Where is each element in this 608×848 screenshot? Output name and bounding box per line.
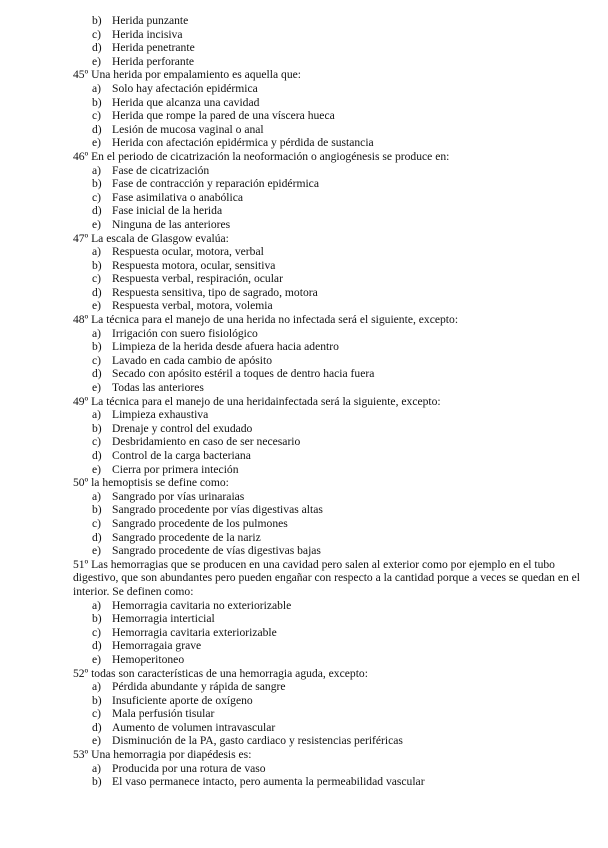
question-text: 45º Una herida por empalamiento es aquella que: (73, 68, 301, 82)
question-text: 52º todas son características de una hemorragia aguda, excepto: (73, 666, 368, 680)
answer-option (0, 340, 608, 354)
answer-option (0, 204, 608, 218)
option-letter: e) (92, 299, 102, 313)
question-text: 46º En el periodo de cicatrización la neoformación o angiogénesis se produce en: (73, 149, 450, 163)
answer-option (0, 327, 608, 341)
answer-option (0, 14, 608, 28)
question-text: 51º Las hemorragias que se producen en una cavidad pero salen al exterior como por ejemplo en el tubo digestivo, que son abundantes pero pueden engañar con respecto a la cantidad porque a veces se quedan en el interior. Se definen como: (73, 557, 581, 598)
answer-option (0, 259, 608, 273)
option-text: Respuesta sensitiva, tipo de sagrado, motora (112, 285, 318, 299)
option-letter: d) (92, 41, 102, 55)
option-letter: b) (92, 693, 102, 707)
option-text: Hemorragia interticial (112, 612, 215, 626)
option-letter: d) (92, 204, 102, 218)
option-letter: e) (92, 381, 102, 395)
option-text: Herida que alcanza una cavidad (112, 95, 260, 109)
option-letter: d) (92, 122, 102, 136)
answer-option (0, 28, 608, 42)
option-text: Irrigación con suero fisiológico (112, 326, 258, 340)
option-text: Hemorragia cavitaria exteriorizable (112, 625, 277, 639)
option-text: Ninguna de las anteriores (112, 217, 231, 231)
option-text: Sangrado procedente por vías digestivas altas (112, 503, 323, 517)
option-text: Insuficiente aporte de oxígeno (112, 693, 253, 707)
answer-option (0, 639, 608, 653)
option-letter: a) (92, 245, 102, 259)
option-text: Herida perforante (112, 54, 195, 68)
answer-option (0, 367, 608, 381)
option-letter: c) (92, 353, 102, 367)
option-letter: d) (92, 367, 102, 381)
option-letter: a) (92, 598, 102, 612)
option-text: Mala perfusión tisular (112, 707, 215, 721)
option-letter: d) (92, 639, 102, 653)
option-letter: e) (92, 462, 102, 476)
option-letter: b) (92, 14, 102, 27)
answer-option (0, 299, 608, 313)
answer-option (0, 653, 608, 667)
answer-option (0, 626, 608, 640)
option-text: Producida por una rotura de vaso (112, 761, 266, 775)
option-letter: e) (92, 652, 102, 666)
answer-option (0, 354, 608, 368)
answer-option (0, 82, 608, 96)
option-letter: a) (92, 81, 102, 95)
answer-option (0, 680, 608, 694)
answer-option (0, 694, 608, 708)
option-letter: c) (92, 707, 102, 721)
answer-option (0, 531, 608, 545)
option-text: Fase inicial de la herida (112, 204, 223, 218)
option-text: Herida con afectación epidérmica y pérdida de sustancia (112, 136, 374, 150)
answer-option (0, 381, 608, 395)
option-text: Hemorragaia grave (112, 639, 202, 653)
answer-option (0, 177, 608, 191)
option-letter: c) (92, 27, 102, 41)
option-text: Aumento de volumen intravascular (112, 720, 276, 734)
question-text: 50º la hemoptisis se define como: (73, 476, 229, 490)
option-letter: b) (92, 503, 102, 517)
answer-option (0, 612, 608, 626)
option-text: Respuesta verbal, motora, volemia (112, 299, 273, 313)
option-letter: c) (92, 109, 102, 123)
option-letter: b) (92, 177, 102, 191)
option-text: Herida incisiva (112, 27, 183, 41)
answer-option (0, 775, 608, 789)
option-text: Fase asimilativa o anabólica (112, 190, 244, 204)
option-text: Sangrado procedente de vías digestivas bajas (112, 544, 321, 558)
option-text: Fase de contracción y reparación epidérmica (112, 177, 319, 191)
option-text: El vaso permanece intacto, pero aumenta la permeabilidad vascular (112, 775, 425, 789)
option-text: Desbridamiento en caso de ser necesario (112, 435, 301, 449)
option-letter: c) (92, 516, 102, 530)
option-text: Solo hay afectación epidérmica (112, 81, 258, 95)
option-letter: d) (92, 720, 102, 734)
answer-option (0, 109, 608, 123)
answer-option (0, 55, 608, 69)
answer-option (0, 503, 608, 517)
option-letter: d) (92, 449, 102, 462)
answer-option (0, 408, 608, 422)
option-letter: c) (92, 272, 102, 286)
option-text: Herida que rompe la pared de una víscera hueca (112, 109, 335, 123)
option-text: Hemoperitoneo (112, 652, 185, 666)
option-text: Hemorragia cavitaria no exteriorizable (112, 598, 292, 612)
option-text: Respuesta ocular, motora, verbal (112, 245, 264, 259)
option-text: Sangrado procedente de los pulmones (112, 516, 288, 530)
answer-option (0, 191, 608, 205)
answer-option (0, 435, 608, 449)
option-letter: b) (92, 340, 102, 354)
option-text: Drenaje y control del exudado (112, 421, 253, 435)
option-text: Limpieza exhaustiva (112, 408, 209, 422)
option-letter: d) (92, 530, 102, 544)
option-text: Limpieza de la herida desde afuera hacia adentro (112, 340, 339, 354)
option-letter: e) (92, 136, 102, 150)
answer-option (0, 422, 608, 436)
option-text: Sangrado por vías urinaraias (112, 489, 245, 503)
option-letter: e) (92, 734, 102, 748)
option-text: Todas las anteriores (112, 381, 204, 395)
option-text: Lavado en cada cambio de apósito (112, 353, 272, 367)
answer-option (0, 599, 608, 613)
option-text: Control de la carga bacteriana (112, 449, 251, 462)
option-text: Lesión de mucosa vaginal o anal (112, 122, 264, 136)
question-text: 49º La técnica para el manejo de una heridainfectada será la siguiente, excepto: (73, 394, 441, 408)
answer-option (0, 762, 608, 776)
answer-option (0, 517, 608, 531)
option-letter: b) (92, 421, 102, 435)
document-page (0, 14, 608, 789)
option-letter: c) (92, 435, 102, 449)
question-text: 47º La escala de Glasgow evalúa: (73, 231, 229, 245)
question-text: 48º La técnica para el manejo de una herida no infectada será el siguiente, excepto: (73, 313, 459, 327)
answer-option (0, 721, 608, 735)
option-letter: a) (92, 680, 102, 694)
option-letter: a) (92, 326, 102, 340)
option-text: Herida penetrante (112, 41, 195, 55)
option-text: Respuesta motora, ocular, sensitiva (112, 258, 276, 272)
answer-option (0, 544, 608, 558)
option-letter: c) (92, 190, 102, 204)
option-letter: a) (92, 163, 102, 177)
answer-option (0, 245, 608, 259)
option-text: Fase de cicatrización (112, 163, 210, 177)
answer-option (0, 164, 608, 178)
option-letter: a) (92, 489, 102, 503)
option-text: Sangrado procedente de la nariz (112, 530, 261, 544)
answer-option (0, 286, 608, 300)
option-text: Respuesta verbal, respiración, ocular (112, 272, 283, 286)
option-text: Disminución de la PA, gasto cardiaco y resistencias periféricas (112, 734, 403, 748)
option-text: Cierra por primera inteción (112, 462, 239, 476)
option-letter: b) (92, 612, 102, 626)
option-letter: d) (92, 285, 102, 299)
answer-option (0, 218, 608, 232)
option-letter: b) (92, 95, 102, 109)
answer-option (0, 123, 608, 137)
answer-option (0, 734, 608, 748)
option-letter: c) (92, 625, 102, 639)
option-letter: b) (92, 775, 102, 789)
answer-option (0, 96, 608, 110)
answer-option (0, 490, 608, 504)
answer-option (0, 449, 608, 463)
question-text: 53º Una hemorragia por diapédesis es: (73, 748, 252, 762)
answer-option (0, 41, 608, 55)
answer-option (0, 272, 608, 286)
answer-option (0, 463, 608, 477)
option-text: Herida punzante (112, 14, 189, 27)
option-letter: b) (92, 258, 102, 272)
option-letter: e) (92, 54, 102, 68)
option-text: Pérdida abundante y rápida de sangre (112, 680, 286, 694)
option-letter: a) (92, 408, 102, 422)
option-letter: e) (92, 544, 102, 558)
option-letter: a) (92, 761, 102, 775)
answer-option (0, 707, 608, 721)
answer-option (0, 136, 608, 150)
option-letter: e) (92, 217, 102, 231)
option-text: Secado con apósito estéril a toques de dentro hacia fuera (112, 367, 375, 381)
